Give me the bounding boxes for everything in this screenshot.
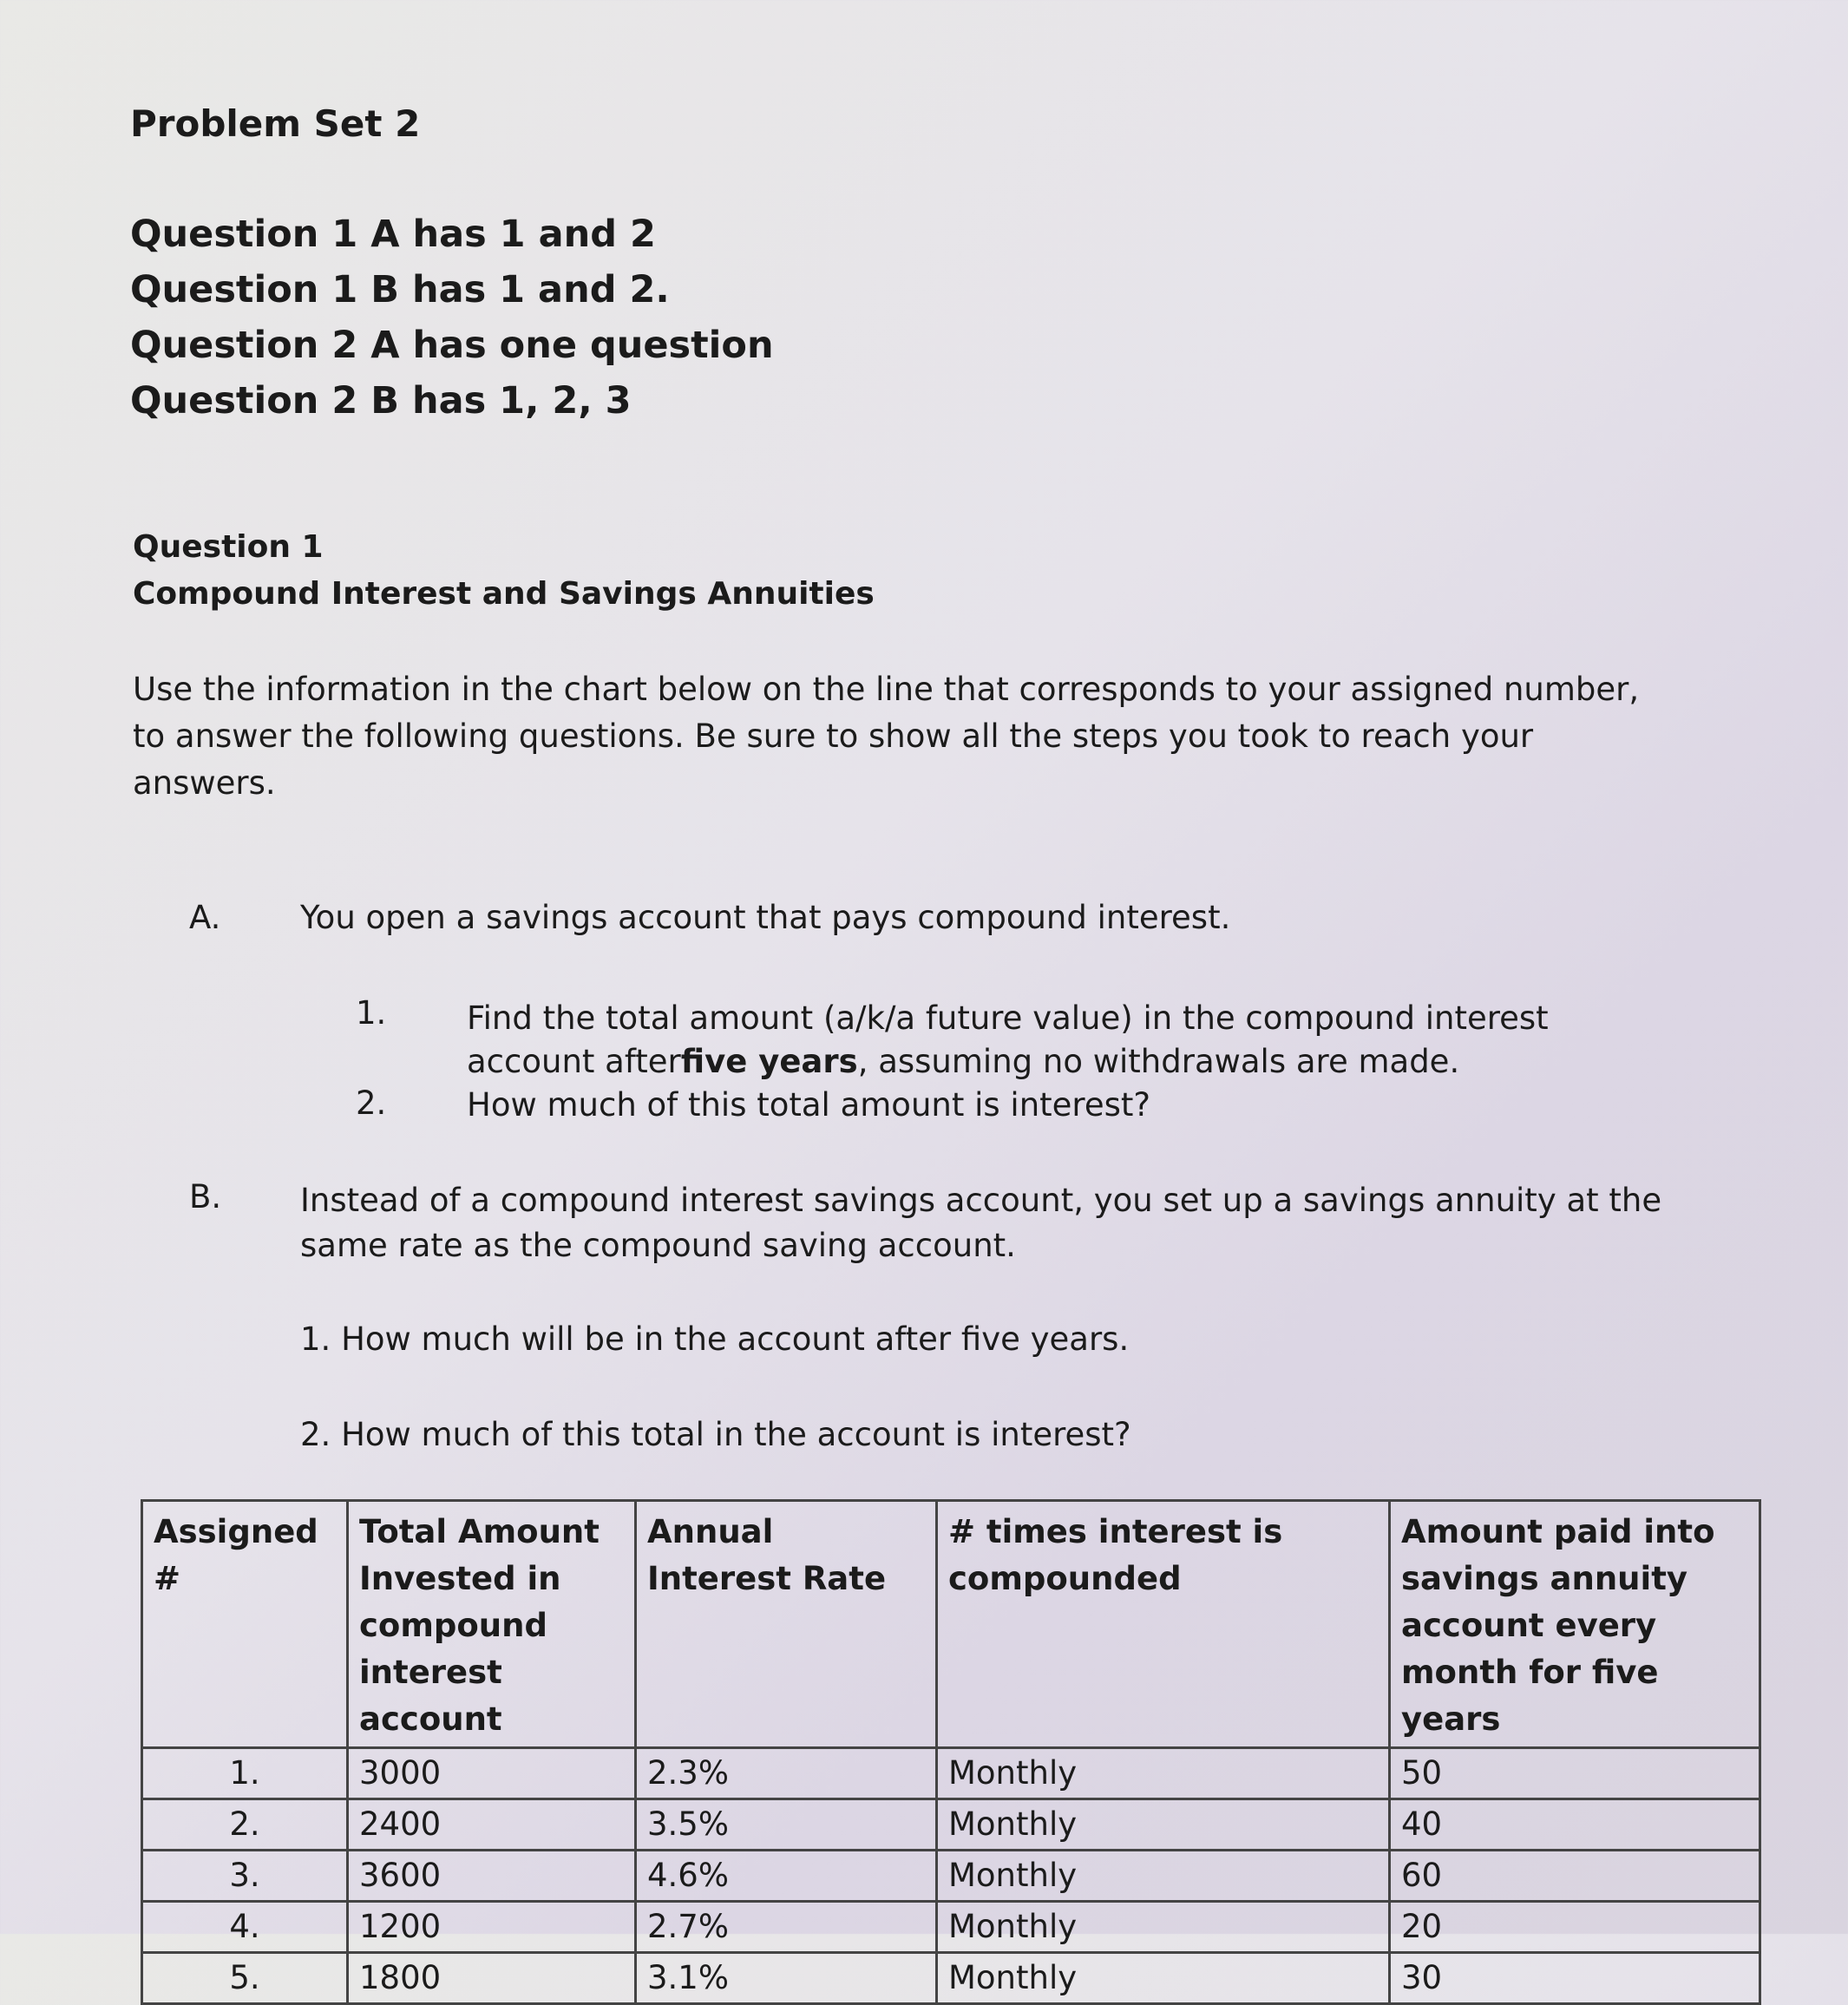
header-annuity-payment: Amount paid into savings annuity account every month for five years	[1390, 1501, 1760, 1748]
cell-rate: 4.6%	[636, 1851, 937, 1902]
part-a-item-text-continued	[467, 1043, 1459, 1080]
part-b-text: same rate as the compound saving account.	[300, 1227, 1016, 1264]
cell-assigned-number: 2.	[142, 1799, 348, 1851]
intro-line: to answer the following questions. Be sure to show all the steps you took to reach your	[133, 717, 1534, 755]
data-table	[141, 1499, 1761, 2005]
page-title: Problem Set 2	[130, 102, 421, 145]
cell-compounding: Monthly	[937, 1748, 1390, 1799]
part-a-item-number: 1.	[356, 994, 387, 1032]
question-subheading: Compound Interest and Savings Annuities	[133, 576, 875, 612]
cell-rate: 3.1%	[636, 1953, 937, 2004]
cell-compounding: Monthly	[937, 1953, 1390, 2004]
cell-annuity: 50	[1390, 1748, 1760, 1799]
summary-line: Question 1 B has 1 and 2.	[130, 268, 670, 311]
text-segment: account after	[467, 1043, 681, 1080]
part-a-item-text: How much of this total amount is interest?	[467, 1086, 1151, 1124]
part-b-item: 2. How much of this total in the account is interest?	[300, 1416, 1131, 1453]
cell-amount: 2400	[348, 1799, 636, 1851]
question-heading: Question 1	[133, 529, 324, 565]
emphasis-text: five years	[680, 1043, 858, 1080]
cell-compounding: Monthly	[937, 1851, 1390, 1902]
summary-line: Question 1 A has 1 and 2	[130, 213, 656, 256]
cell-amount: 1200	[348, 1902, 636, 1953]
summary-line: Question 2 B has 1, 2, 3	[130, 379, 632, 423]
header-assigned-number: Assigned #	[142, 1501, 348, 1748]
part-a-label: A.	[189, 899, 221, 936]
table-row	[142, 1799, 1760, 1851]
cell-annuity: 20	[1390, 1902, 1760, 1953]
table-row	[142, 1953, 1760, 2004]
part-b-text: Instead of a compound interest savings account, you set up a savings annuity at the	[300, 1182, 1662, 1219]
header-total-amount: Total Amount Invested in compound interest account	[348, 1501, 636, 1748]
intro-line: Use the information in the chart below on the line that corresponds to your assigned number,	[133, 671, 1640, 708]
cell-compounding: Monthly	[937, 1799, 1390, 1851]
table-row	[142, 1851, 1760, 1902]
cell-compounding: Monthly	[937, 1902, 1390, 1953]
cell-amount: 3000	[348, 1748, 636, 1799]
cell-rate: 2.7%	[636, 1902, 937, 1953]
header-times-compounded: # times interest is compounded	[937, 1501, 1390, 1748]
cell-assigned-number: 3.	[142, 1851, 348, 1902]
cell-amount: 3600	[348, 1851, 636, 1902]
cell-annuity: 60	[1390, 1851, 1760, 1902]
part-b-label: B.	[189, 1178, 222, 1215]
part-a-text: You open a savings account that pays compound interest.	[300, 899, 1231, 936]
text-segment: , assuming no withdrawals are made.	[857, 1043, 1460, 1080]
cell-rate: 2.3%	[636, 1748, 937, 1799]
summary-line: Question 2 A has one question	[130, 324, 774, 367]
header-annual-rate: Annual Interest Rate	[636, 1501, 937, 1748]
part-b-item: 1. How much will be in the account after five years.	[300, 1320, 1130, 1358]
cell-assigned-number: 5.	[142, 1953, 348, 2004]
cell-assigned-number: 1.	[142, 1748, 348, 1799]
cell-annuity: 40	[1390, 1799, 1760, 1851]
part-a-item-number: 2.	[356, 1084, 387, 1122]
table-row	[142, 1902, 1760, 1953]
part-a-item-text: Find the total amount (a/k/a future value) in the compound interest	[467, 999, 1549, 1037]
cell-assigned-number: 4.	[142, 1902, 348, 1953]
cell-rate: 3.5%	[636, 1799, 937, 1851]
cell-amount: 1800	[348, 1953, 636, 2004]
intro-line: answers.	[133, 764, 276, 802]
table-row	[142, 1748, 1760, 1799]
cell-annuity: 30	[1390, 1953, 1760, 2004]
table-header-row	[142, 1501, 1760, 1748]
